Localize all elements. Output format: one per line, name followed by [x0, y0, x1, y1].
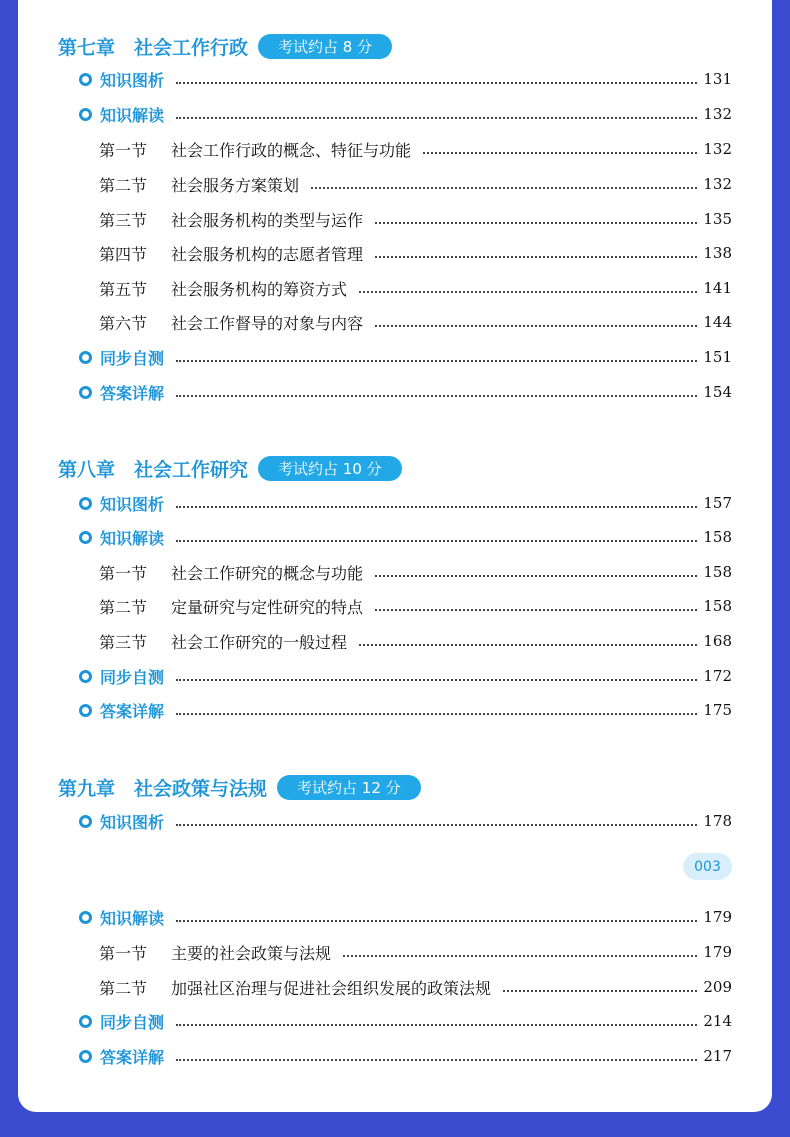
page-ref: 179 — [703, 908, 732, 926]
toc-subsection-row[interactable] — [79, 809, 732, 833]
section-title: 主要的社会政策与法规 — [171, 943, 332, 963]
chapter-title: 第七章 社会工作行政 — [58, 36, 249, 59]
dot-leader — [176, 82, 697, 84]
page-ref: 132 — [703, 140, 732, 158]
page-ref: 157 — [703, 494, 732, 512]
toc-subsection-row[interactable] — [79, 491, 732, 515]
section-number: 第二节 — [99, 175, 148, 195]
dot-leader — [176, 1059, 697, 1061]
subsection-label: 同步自测 — [100, 348, 165, 368]
dot-leader — [375, 256, 697, 258]
dot-leader — [176, 713, 697, 715]
toc-section-row[interactable] — [99, 940, 732, 964]
chapter-header — [58, 774, 421, 800]
circle-bullet-icon — [79, 670, 92, 683]
circle-bullet-icon — [79, 815, 92, 828]
section-number: 第一节 — [99, 943, 148, 963]
subsection-label: 答案详解 — [100, 1047, 165, 1067]
section-title: 社会工作行政的概念、特征与功能 — [171, 140, 412, 160]
toc-subsection-row[interactable] — [79, 1044, 732, 1068]
toc-subsection-row[interactable] — [79, 380, 732, 404]
section-title: 社会工作研究的概念与功能 — [171, 563, 364, 583]
dot-leader — [176, 117, 697, 119]
subsection-label: 知识解读 — [100, 528, 165, 548]
circle-bullet-icon — [79, 497, 92, 510]
subsection-label: 知识解读 — [100, 105, 165, 125]
dot-leader — [359, 644, 697, 646]
section-number: 第五节 — [99, 279, 148, 299]
section-title: 社会服务方案策划 — [171, 175, 300, 195]
exam-weight-badge: 考试约占 12 分 — [277, 775, 421, 800]
page-ref: 131 — [703, 70, 732, 88]
toc-subsection-row[interactable] — [79, 698, 732, 722]
toc-subsection-row[interactable] — [79, 67, 732, 91]
page-ref: 132 — [703, 175, 732, 193]
dot-leader — [176, 506, 697, 508]
toc-section-row[interactable] — [99, 137, 732, 161]
dot-leader — [176, 360, 697, 362]
exam-weight-badge: 考试约占 10 分 — [258, 456, 402, 481]
subsection-label: 知识图析 — [100, 494, 165, 514]
toc-section-row[interactable] — [99, 594, 732, 618]
dot-leader — [176, 1024, 697, 1026]
toc-page — [18, 0, 772, 1112]
page-ref: 214 — [703, 1012, 732, 1030]
dot-leader — [343, 955, 697, 957]
dot-leader — [359, 291, 697, 293]
page-ref: 209 — [703, 978, 732, 996]
chapter-header — [58, 33, 392, 59]
page-ref: 158 — [703, 597, 732, 615]
section-number: 第三节 — [99, 632, 148, 652]
subsection-label: 答案详解 — [100, 383, 165, 403]
circle-bullet-icon — [79, 1015, 92, 1028]
section-title: 社会工作研究的一般过程 — [171, 632, 348, 652]
toc-subsection-row[interactable] — [79, 1009, 732, 1033]
subsection-label: 同步自测 — [100, 1012, 165, 1032]
page-ref: 175 — [703, 701, 732, 719]
circle-bullet-icon — [79, 1050, 92, 1063]
page-number-badge: 003 — [683, 853, 732, 880]
chapter-title: 第八章 社会工作研究 — [58, 458, 249, 481]
page-ref: 144 — [703, 313, 732, 331]
subsection-label: 答案详解 — [100, 701, 165, 721]
toc-subsection-row[interactable] — [79, 664, 732, 688]
section-number: 第四节 — [99, 244, 148, 264]
chapter-header — [58, 455, 402, 481]
toc-section-row[interactable] — [99, 560, 732, 584]
toc-subsection-row[interactable] — [79, 345, 732, 369]
dot-leader — [176, 824, 697, 826]
dot-leader — [423, 152, 697, 154]
page-ref: 217 — [703, 1047, 732, 1065]
toc-section-row[interactable] — [99, 241, 732, 265]
section-number: 第一节 — [99, 140, 148, 160]
toc-section-row[interactable] — [99, 172, 732, 196]
page-ref: 158 — [703, 563, 732, 581]
subsection-label: 知识图析 — [100, 812, 165, 832]
page-ref: 132 — [703, 105, 732, 123]
section-number: 第六节 — [99, 313, 148, 333]
dot-leader — [176, 679, 697, 681]
circle-bullet-icon — [79, 351, 92, 364]
page-ref: 151 — [703, 348, 732, 366]
exam-weight-badge: 考试约占 8 分 — [258, 34, 392, 59]
circle-bullet-icon — [79, 704, 92, 717]
subsection-label: 同步自测 — [100, 667, 165, 687]
toc-section-row[interactable] — [99, 310, 732, 334]
dot-leader — [503, 990, 697, 992]
toc-section-row[interactable] — [99, 975, 732, 999]
page-ref: 178 — [703, 812, 732, 830]
toc-section-row[interactable] — [99, 276, 732, 300]
section-number: 第二节 — [99, 978, 148, 998]
section-title: 定量研究与定性研究的特点 — [171, 597, 364, 617]
page-ref: 179 — [703, 943, 732, 961]
circle-bullet-icon — [79, 911, 92, 924]
subsection-label: 知识解读 — [100, 908, 165, 928]
subsection-label: 知识图析 — [100, 70, 165, 90]
toc-section-row[interactable] — [99, 629, 732, 653]
toc-subsection-row[interactable] — [79, 905, 732, 929]
toc-subsection-row[interactable] — [79, 525, 732, 549]
section-title: 加强社区治理与促进社会组织发展的政策法规 — [171, 978, 492, 998]
toc-subsection-row[interactable] — [79, 102, 732, 126]
page-ref: 138 — [703, 244, 732, 262]
dot-leader — [176, 920, 697, 922]
section-number: 第三节 — [99, 210, 148, 230]
chapter-title: 第九章 社会政策与法规 — [58, 777, 268, 800]
dot-leader — [375, 609, 697, 611]
section-title: 社会工作督导的对象与内容 — [171, 313, 364, 333]
section-title: 社会服务机构的志愿者管理 — [171, 244, 364, 264]
circle-bullet-icon — [79, 108, 92, 121]
circle-bullet-icon — [79, 531, 92, 544]
dot-leader — [176, 540, 697, 542]
page-ref: 141 — [703, 279, 732, 297]
section-number: 第一节 — [99, 563, 148, 583]
circle-bullet-icon — [79, 73, 92, 86]
page-ref: 168 — [703, 632, 732, 650]
circle-bullet-icon — [79, 386, 92, 399]
dot-leader — [176, 395, 697, 397]
page-ref: 154 — [703, 383, 732, 401]
dot-leader — [375, 325, 697, 327]
section-number: 第二节 — [99, 597, 148, 617]
dot-leader — [375, 575, 697, 577]
toc-section-row[interactable] — [99, 207, 732, 231]
dot-leader — [375, 222, 697, 224]
dot-leader — [311, 187, 697, 189]
page-ref: 158 — [703, 528, 732, 546]
section-title: 社会服务机构的筹资方式 — [171, 279, 348, 299]
page-ref: 135 — [703, 210, 732, 228]
section-title: 社会服务机构的类型与运作 — [171, 210, 364, 230]
page-ref: 172 — [703, 667, 732, 685]
